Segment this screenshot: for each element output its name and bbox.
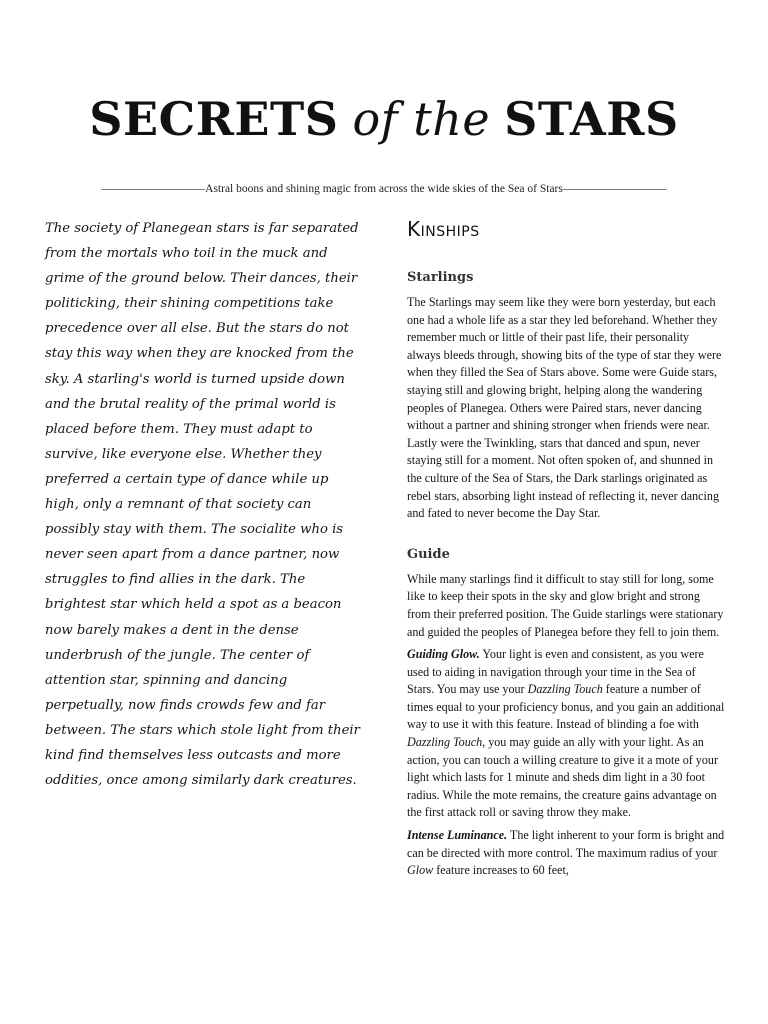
title-part-stars: STARS — [504, 92, 679, 146]
guide-paragraph: While many starlings find it difficult to stay still for long, some like to keep their spots in the sky and glow bright and strong from their preferred position. The Guide starlings were stationary and guided the peoples of Planegea before they fell to join them. — [407, 571, 724, 639]
feature-ref-glow: Glow — [407, 863, 434, 878]
feature-guiding-glow — [407, 646, 725, 822]
intro-column — [45, 216, 365, 793]
kinships-column — [407, 216, 725, 885]
feature-text: feature a number of times equal to your proficiency bonus, and you gain an additional way to use it with this feature. Instead of blinding a foe with — [407, 682, 725, 732]
subheading-guide: Guide — [407, 546, 450, 562]
feature-text: Your light is even and consistent, as you were used to aiding in navigation through your time in the Sea of Stars. You may use your — [407, 647, 704, 697]
section-spacer — [407, 528, 725, 545]
feature-text: feature increases to 60 feet, — [433, 863, 569, 878]
feature-name-guiding-glow: Guiding Glow. — [407, 647, 480, 662]
feature-ref-dazzling-touch: Dazzling Touch — [527, 682, 603, 697]
title-part-of-the: of the — [352, 92, 491, 146]
starlings-paragraph: The Starlings may seem like they were born yesterday, but each one had a whole life as a star they led beforehand. Whether they remember much or little of their past life, their personality always bleeds through, showing bits of the type of star they were when they filled the Sea of Stars above. Some were Guide stars, staying still and glowing bright, helping along the wandering peoples of Planegea. Others were Paired stars, never dancing without a partner and shining stronger when friends were near. Lastly were the Twinkling, stars that danced and spun, never staying still for a moment. Not often spoken of, and shunned in the culture of the Sea of Stars, the Dark starlings originated as rebel stars, absorbing light instead of reflecting it, never dancing and fated to never become the Day Star. — [407, 295, 722, 521]
section-heading-kinships: Kinships — [407, 217, 480, 241]
page-title — [0, 92, 768, 146]
feature-text: The light inherent to your form is bright and can be directed with more control. The maximum radius of your — [407, 828, 725, 860]
intro-paragraph: The society of Planegean stars is far separated from the mortals who toil in the muck and grime of the ground below. Their dances, their politicking, their shining competitions take precedence over all else. But the stars do not stay this way when they are knocked from the sky. A starling's world is turned upside down and the brutal reality of the primal world is placed before them. They must adapt to survive, like everyone else. Whether they preferred a certain type of dance while up high, only a remnant of that society can possibly stay with them. The socialite who is never seen apart from a dance partner, now struggles to find allies in the dark. The brightest star which held a spot as a beacon now barely makes a dent in the dense underbrush of the jungle. The center of attention star, spinning and dancing perpetually, now finds crowds few and far between. The stars which stole light from their kind find themselves less outcasts and more oddities, once among similarly dark creatures. — [45, 221, 360, 789]
page-subtitle: ––––––––––––––––––Astral boons and shining magic from across the wide skies of the Sea of Stars–––––––––––––––––– — [101, 183, 667, 195]
feature-intense-luminance — [407, 827, 725, 880]
feature-name-intense-luminance: Intense Luminance. — [407, 828, 508, 843]
subheading-starlings: Starlings — [407, 270, 474, 285]
title-part-secrets: SECRETS — [89, 92, 339, 146]
feature-ref-dazzling-touch: Dazzling Touch, — [407, 735, 486, 750]
feature-text: you may guide an ally with your light. As an action, you can touch a willing creature to give it a mote of your light which lasts for 1 minute and sheds dim light in a 30 foot radius. While the mote remains, the creature gains advantage on the first attack roll or saving throw they make. — [407, 735, 718, 820]
